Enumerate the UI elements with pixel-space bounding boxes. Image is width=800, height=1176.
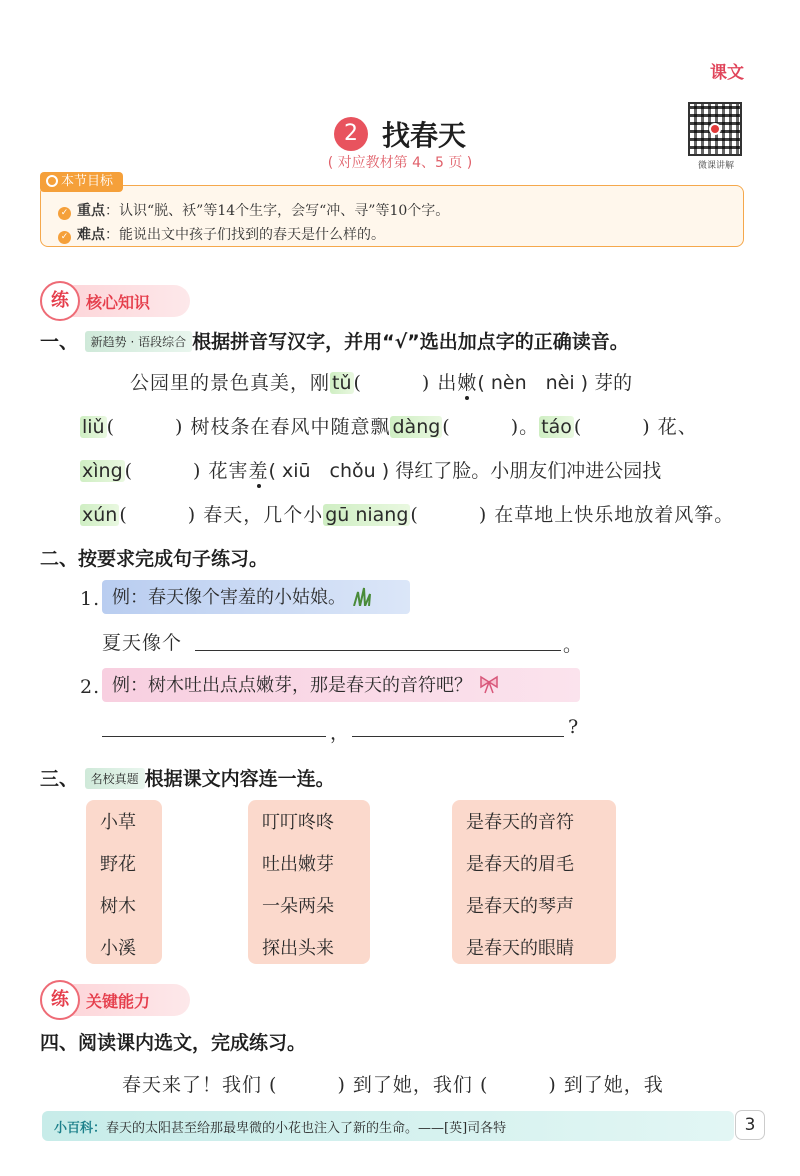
q4-passage-line: 春天来了！我们 ( ) 到了她，我们 ( ) 到了她，我 [122, 1074, 664, 1096]
footer-label: 小百科： [54, 1121, 107, 1136]
question-instruction: 按要求完成句子练习。 [78, 548, 269, 570]
objective-label: 难点 [77, 227, 105, 243]
match-item[interactable]: 叮叮咚咚 [262, 812, 334, 833]
example-text: 例：春天像个害羞的小姑娘。 [112, 587, 346, 608]
answer-blank[interactable]: ( ) 在草地上快乐地放着风筝。 [410, 504, 735, 526]
lesson-subtitle: ( 对应教材第 4、5 页 ) [327, 155, 473, 171]
match-item[interactable]: 野花 [100, 854, 136, 875]
q1-line-1 [130, 368, 632, 395]
answer-blank[interactable]: ( )。 [442, 416, 540, 438]
section-badge-icon: 练 [40, 281, 80, 321]
match-item[interactable]: 是春天的音符 [466, 812, 574, 833]
lesson-number-badge: 2 [334, 117, 368, 151]
dotted-character: 羞 [248, 460, 269, 482]
question-4-heading [40, 1028, 306, 1055]
page-title [0, 114, 800, 154]
answer-line[interactable] [102, 736, 326, 737]
match-item[interactable]: 是春天的眼睛 [466, 938, 574, 959]
q2-example-1 [102, 580, 410, 614]
match-item[interactable]: 是春天的眉毛 [466, 854, 574, 875]
question-instruction: 根据拼音写汉字，并用“√”选出加点字的正确读音。 [192, 331, 629, 353]
objectives-tab-label: 本节目标 [61, 174, 114, 189]
q2-example-2 [102, 668, 580, 702]
qr-caption: 微课讲解 [697, 161, 734, 171]
question-number: 二、 [40, 548, 79, 570]
question-instruction: 阅读课内选文，完成练习。 [78, 1032, 307, 1054]
comma: ， [330, 722, 351, 744]
text: 公园里的景色真美，刚 [130, 372, 331, 394]
pinyin-highlight: liǔ [82, 416, 105, 438]
question-number: 四、 [40, 1032, 79, 1054]
question-3-heading [40, 764, 335, 791]
match-item[interactable]: 吐出嫩芽 [262, 854, 334, 875]
question-number: 三、 [40, 768, 79, 790]
footer-text: 春天的太阳甚至给那最卑微的小花也注入了新的生命。——[英]司各特 [106, 1121, 507, 1136]
answer-blank[interactable]: ( ) 出 [353, 372, 458, 394]
q1-line-4 [80, 500, 734, 527]
objective-text: ：能说出文中孩子们找到的春天是什么样的。 [105, 227, 385, 243]
grass-icon [352, 586, 374, 606]
question-instruction: 根据课文内容连一连。 [144, 768, 335, 790]
match-item[interactable]: 探出头来 [262, 938, 334, 959]
page-number: 3 [735, 1110, 765, 1140]
match-item[interactable]: 树木 [100, 896, 136, 917]
corner-label: 课文 [710, 63, 744, 83]
answer-line[interactable] [352, 736, 564, 737]
bow-icon [478, 674, 500, 694]
check-icon: ✓ [58, 231, 71, 244]
pinyin-highlight: xìng [82, 460, 123, 482]
section-banner-core [40, 285, 190, 317]
answer-blank[interactable]: ( ) 花、 [573, 416, 698, 438]
question-number: 一、 [40, 331, 79, 353]
question-2-heading [40, 544, 268, 571]
question-mark: ? [568, 716, 580, 738]
answer-blank[interactable]: ( ) 树枝条在春风中随意飘 [106, 416, 391, 438]
objective-item [58, 224, 385, 244]
example-text: 例：树木吐出点点嫩芽，那是春天的音符吧？ [112, 675, 472, 696]
objective-item [58, 200, 449, 220]
pinyin-highlight: xún [82, 504, 118, 526]
section-badge-icon: 练 [40, 980, 80, 1020]
pinyin-choice[interactable]: ( xiū chǒu ) 得红了脸。小朋友们冲进公园找 [268, 460, 662, 482]
q2-item-2-number: 2. [80, 676, 101, 698]
match-item[interactable]: 小草 [100, 812, 136, 833]
section-title: 核心知识 [86, 293, 151, 312]
pinyin-highlight: dàng [392, 416, 441, 438]
pinyin-highlight: táo [541, 416, 572, 438]
question-tag: 名校真题 [85, 768, 145, 789]
objectives-tab [40, 172, 123, 192]
section-title: 关键能力 [86, 992, 151, 1011]
pinyin-highlight: tǔ [332, 372, 352, 394]
match-item[interactable]: 是春天的琴声 [466, 896, 574, 917]
match-item[interactable]: 小溪 [100, 938, 136, 959]
match-item[interactable]: 一朵两朵 [262, 896, 334, 917]
period: 。 [563, 634, 584, 656]
objective-label: 重点 [77, 203, 105, 219]
question-1-heading [40, 327, 629, 354]
objective-text: ：认识“脱、袄”等14个生字，会写“冲、寻”等10个字。 [105, 203, 450, 219]
q1-line-3 [80, 456, 661, 483]
answer-blank[interactable]: ( ) 春天，几个小 [119, 504, 324, 526]
q2-item-1-number: 1. [80, 588, 101, 610]
target-icon [46, 175, 58, 187]
footer-quote [54, 1117, 506, 1136]
pinyin-highlight: gū niang [325, 504, 409, 526]
pinyin-choice[interactable]: ( nèn nèi ) 芽的 [477, 372, 633, 394]
dotted-character: 嫩 [457, 372, 478, 394]
section-banner-key [40, 984, 190, 1016]
q2-prompt: 夏天像个 [102, 632, 183, 654]
lesson-title: 找春天 [381, 119, 466, 152]
answer-line[interactable] [195, 650, 561, 651]
question-tag: 新趋势 · 语段综合 [85, 331, 192, 352]
answer-blank[interactable]: ( ) 花害 [124, 460, 249, 482]
q1-line-2 [80, 412, 698, 439]
check-icon: ✓ [58, 207, 71, 220]
